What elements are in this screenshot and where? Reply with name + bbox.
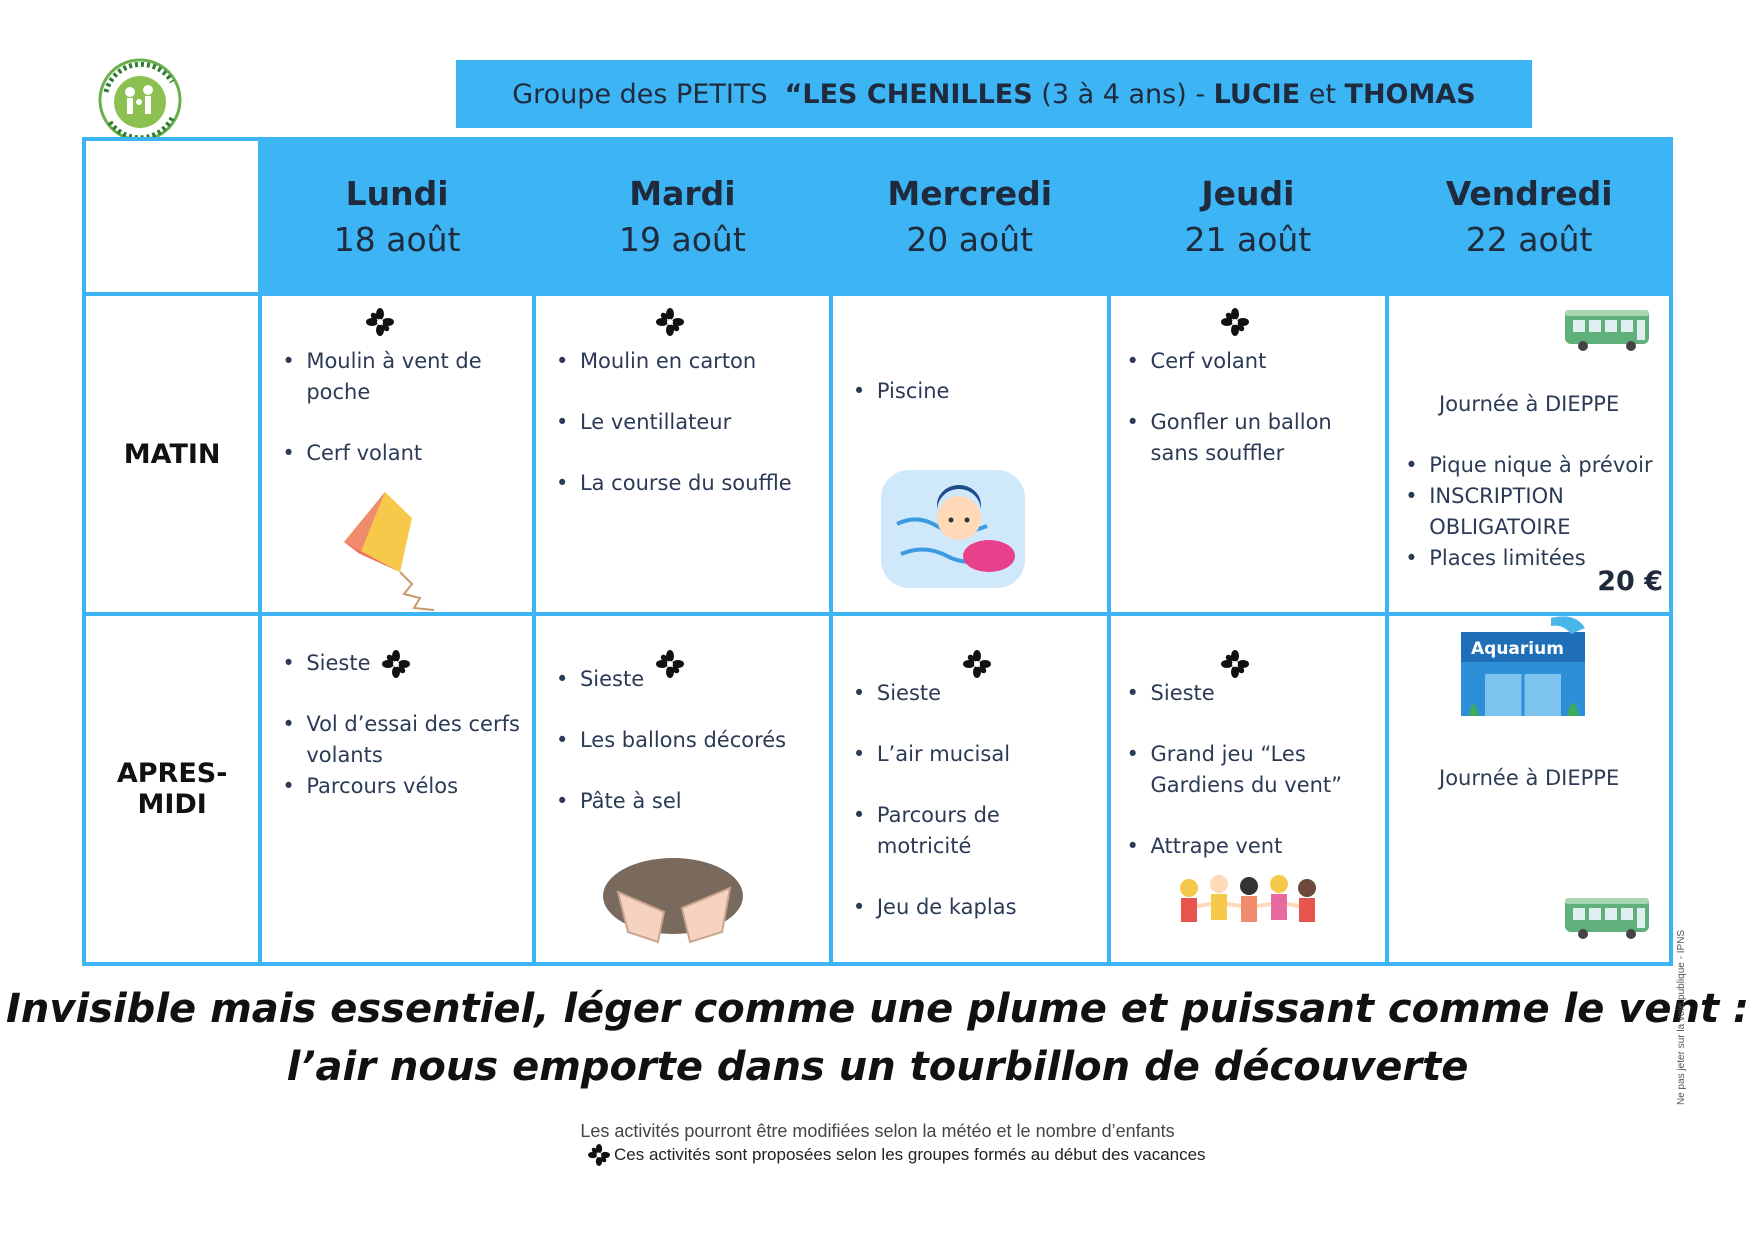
list-item: • Les ballons décorés <box>554 725 821 756</box>
flower-icon <box>588 1144 610 1166</box>
bus-icon <box>1563 306 1653 354</box>
list-item: • Places limitées <box>1403 543 1661 574</box>
activity-list <box>1125 346 1378 499</box>
list-item: • Vol d’essai des cerfs volants <box>280 709 524 771</box>
footer-note-groups <box>588 1144 1206 1166</box>
list-item: • Sieste <box>1125 678 1378 709</box>
slogan-line-2: l’air nous emporte dans un tourbillon de découverte <box>286 1044 1469 1090</box>
title-group: “LES CHENILLES <box>784 78 1033 110</box>
cell-matin-lundi <box>260 294 534 614</box>
side-note-ipns: Ne pas jeter sur la voie publique - IPNS <box>1676 929 1687 1105</box>
list-item: • Cerf volant <box>280 438 524 469</box>
list-item: • Sieste <box>554 664 821 695</box>
title-name-1: LUCIE <box>1213 78 1301 110</box>
activity-list <box>554 664 821 847</box>
title-banner <box>456 60 1532 128</box>
cell-matin-mardi <box>534 294 831 614</box>
list-item: • Moulin en carton <box>554 346 821 377</box>
cell-aprem-mercredi <box>831 614 1109 964</box>
header-day-mercredi <box>831 139 1109 294</box>
activity-list <box>1125 678 1378 892</box>
header-row <box>84 139 1671 294</box>
day-name: Mardi <box>629 173 736 213</box>
swimmer-icon <box>877 464 1029 594</box>
list-item: • Sieste <box>851 678 1099 709</box>
title-et: et <box>1308 78 1336 110</box>
schedule-table <box>82 137 1673 966</box>
aquarium-icon <box>1455 612 1591 716</box>
day-date: 20 août <box>906 219 1034 259</box>
children-playing-icon <box>1171 868 1321 948</box>
kite-icon <box>340 488 450 614</box>
cell-aprem-mardi <box>534 614 831 964</box>
activity-list <box>1403 450 1661 574</box>
activity-list <box>280 346 524 499</box>
list-item: • La course du souffle <box>554 468 821 499</box>
activity-list <box>280 648 524 832</box>
title-age: (3 à 4 ans) - <box>1041 78 1206 110</box>
header-day-vendredi <box>1387 139 1671 294</box>
apres-midi-row <box>84 614 1671 964</box>
bus-icon <box>1563 894 1653 942</box>
list-item: • Parcours vélos <box>280 771 524 802</box>
footer-note-groups-text: Ces activités sont proposées selon les groupes formés au début des vacances <box>614 1145 1206 1164</box>
activity-list <box>851 678 1099 953</box>
row-label-matin: MATIN <box>84 294 260 614</box>
title-name-2: THOMAS <box>1344 78 1476 110</box>
list-item: • Le ventillateur <box>554 407 821 438</box>
day-date: 22 août <box>1465 219 1593 259</box>
flower-icon <box>1221 650 1249 678</box>
list-item: • Parcours de motricité <box>851 800 1099 862</box>
day-name: Vendredi <box>1445 173 1613 213</box>
list-item: • Moulin à vent de poche <box>280 346 524 408</box>
flower-icon <box>963 650 991 678</box>
day-name: Mercredi <box>887 173 1053 213</box>
list-item: • Piscine <box>851 376 1099 407</box>
header-day-lundi <box>260 139 534 294</box>
trip-title: Journée à DIEPPE <box>1439 392 1620 416</box>
list-item: • Grand jeu “Les Gardiens du vent” <box>1125 739 1378 801</box>
header-day-mardi <box>534 139 831 294</box>
corner-cell <box>84 139 260 294</box>
price-label: 20 € <box>1597 566 1663 597</box>
matin-row <box>84 294 1671 614</box>
aquarium-text: Aquarium <box>1471 639 1565 659</box>
list-item: • Pâte à sel <box>554 786 821 817</box>
activity-list <box>851 376 1099 437</box>
footer-note-meteo: Les activités pourront être modifiées selon la météo et le nombre d’enfants <box>580 1121 1175 1141</box>
list-item: • Gonfler un ballon sans souffler <box>1125 407 1378 469</box>
day-name: Jeudi <box>1201 173 1295 213</box>
day-date: 19 août <box>619 219 746 259</box>
list-item: • Cerf volant <box>1125 346 1378 377</box>
header-day-jeudi <box>1109 139 1388 294</box>
cell-aprem-vendredi <box>1387 614 1671 964</box>
list-item: • Pique nique à prévoir <box>1403 450 1661 481</box>
list-item: • Jeu de kaplas <box>851 892 1099 923</box>
slogan-line-1: Invisible mais essentiel, léger comme une plume et puissant comme le vent : <box>6 986 1749 1032</box>
activity-list <box>554 346 821 529</box>
flower-icon <box>656 308 684 336</box>
salt-dough-icon <box>598 852 748 952</box>
cell-matin-mercredi <box>831 294 1109 614</box>
list-item: • Sieste <box>280 648 524 679</box>
centre-social-logo-icon <box>92 52 188 148</box>
list-item: • INSCRIPTION OBLIGATOIRE <box>1403 481 1661 543</box>
list-item: • L’air mucisal <box>851 739 1099 770</box>
flower-icon <box>1221 308 1249 336</box>
title-prefix: Groupe des PETITS <box>512 78 768 110</box>
day-date: 18 août <box>333 219 461 259</box>
row-label-apres-midi: APRES-MIDI <box>84 614 260 964</box>
cell-aprem-jeudi <box>1109 614 1388 964</box>
cell-matin-jeudi <box>1109 294 1388 614</box>
day-name: Lundi <box>345 173 449 213</box>
cell-matin-vendredi <box>1387 294 1671 614</box>
day-date: 21 août <box>1184 219 1312 259</box>
flower-icon <box>366 308 394 336</box>
list-item: • Attrape vent <box>1125 831 1378 862</box>
cell-aprem-lundi <box>260 614 534 964</box>
trip-title: Journée à DIEPPE <box>1439 766 1620 790</box>
